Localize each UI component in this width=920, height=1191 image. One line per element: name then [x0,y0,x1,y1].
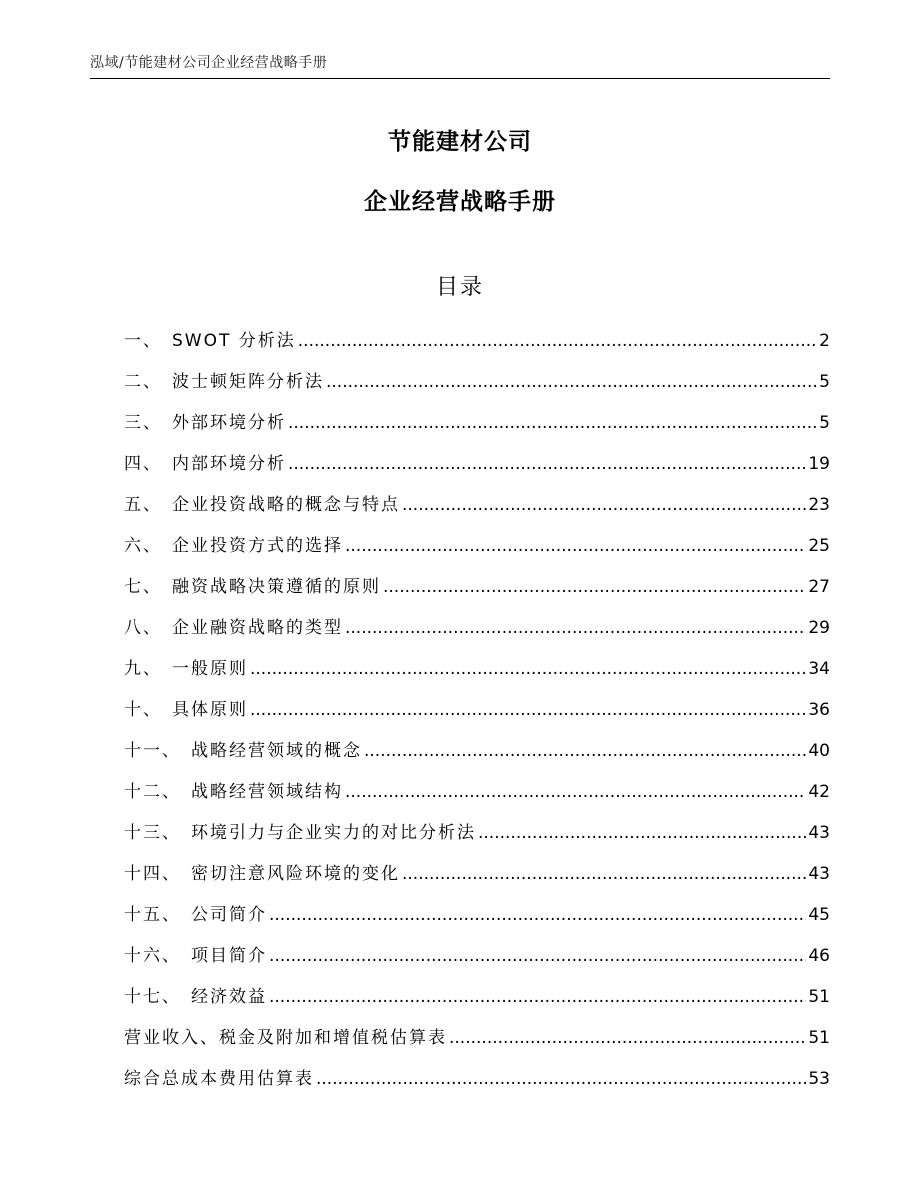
toc-dot-leader [449,1028,806,1048]
toc-dot-leader [345,782,806,802]
toc-dot-leader [269,987,806,1007]
toc-entry-page: 45 [808,905,830,925]
toc-heading: 目录 [435,275,484,300]
toc-entry[interactable] [124,859,830,900]
toc-entry-number: 二、 [124,372,162,392]
toc-entry-number: 十二、 [124,782,181,802]
toc-entry-label: 企业投资方式的选择 [172,536,343,556]
toc-entry-number: 三、 [124,413,162,433]
toc-entry-page: 27 [808,577,830,597]
toc-entry-page: 43 [808,864,830,884]
toc-entry[interactable] [124,941,830,982]
toc-entry-label: 项目简介 [191,946,267,966]
toc-dot-leader [250,659,806,679]
toc-entry-label: 企业投资战略的概念与特点 [172,495,400,515]
toc-entry-label: 营业收入、税金及附加和增值税估算表 [124,1028,447,1048]
toc-entry[interactable] [124,654,830,695]
toc-entry[interactable] [124,736,830,777]
toc-entry-number: 十一、 [124,741,181,761]
table-of-contents [124,326,830,1105]
toc-entry-label: 综合总成本费用估算表 [124,1069,314,1089]
toc-entry-page: 51 [808,1028,830,1048]
toc-dot-leader [345,618,806,638]
toc-entry-number: 十六、 [124,946,181,966]
toc-entry-number: 十五、 [124,905,181,925]
toc-entry-number: 十七、 [124,987,181,1007]
toc-dot-leader [364,741,806,761]
toc-entry-number: 十三、 [124,823,181,843]
toc-entry[interactable] [124,1023,830,1064]
toc-entry-number: 十四、 [124,864,181,884]
toc-entry-page: 42 [808,782,830,802]
toc-entry[interactable] [124,367,830,408]
toc-entry-page: 53 [808,1069,830,1089]
document-subtitle: 企业经营战略手册 [364,189,556,215]
toc-entry-label: 公司简介 [191,905,267,925]
toc-entry[interactable] [124,408,830,449]
toc-entry-number: 四、 [124,454,162,474]
toc-entry-label: 波士顿矩阵分析法 [172,372,324,392]
toc-entry-number: 八、 [124,618,162,638]
toc-entry-page: 19 [808,454,830,474]
toc-entry-number: 六、 [124,536,162,556]
toc-dot-leader [298,331,817,351]
toc-entry-label: 经济效益 [191,987,267,1007]
toc-dot-leader [269,905,806,925]
toc-entry-page: 2 [819,331,830,351]
toc-entry-number: 九、 [124,659,162,679]
toc-entry[interactable] [124,490,830,531]
toc-entry-number: 五、 [124,495,162,515]
toc-entry[interactable] [124,777,830,818]
toc-entry-label: 密切注意风险环境的变化 [191,864,400,884]
toc-dot-leader [383,577,806,597]
toc-entry-number: 一、 [124,331,162,351]
toc-entry[interactable] [124,531,830,572]
toc-dot-leader [288,413,817,433]
toc-entry-page: 46 [808,946,830,966]
toc-dot-leader [402,495,806,515]
toc-entry-label: SWOT 分析法 [172,331,296,351]
toc-dot-leader [269,946,806,966]
toc-entry[interactable] [124,982,830,1023]
toc-entry-page: 43 [808,823,830,843]
toc-dot-leader [326,372,817,392]
toc-entry[interactable] [124,818,830,859]
toc-entry-label: 内部环境分析 [172,454,286,474]
document-title: 节能建材公司 [388,129,532,155]
toc-dot-leader [250,700,806,720]
toc-entry-number: 七、 [124,577,162,597]
toc-entry-label: 一般原则 [172,659,248,679]
toc-entry-page: 29 [808,618,830,638]
toc-entry-label: 环境引力与企业实力的对比分析法 [191,823,476,843]
toc-entry[interactable] [124,900,830,941]
toc-entry-page: 34 [808,659,830,679]
toc-entry-page: 5 [819,413,830,433]
toc-entry-page: 51 [808,987,830,1007]
toc-entry-page: 25 [808,536,830,556]
toc-entry-number: 十、 [124,700,162,720]
toc-entry[interactable] [124,326,830,367]
toc-dot-leader [402,864,806,884]
toc-dot-leader [478,823,806,843]
toc-entry[interactable] [124,572,830,613]
toc-entry-label: 战略经营领域结构 [191,782,343,802]
toc-entry-page: 5 [819,372,830,392]
toc-entry-label: 战略经营领域的概念 [191,741,362,761]
toc-entry-label: 外部环境分析 [172,413,286,433]
running-header: 泓域/节能建材公司企业经营战略手册 [90,55,328,71]
toc-entry[interactable] [124,449,830,490]
toc-dot-leader [316,1069,806,1089]
toc-entry-label: 企业融资战略的类型 [172,618,343,638]
toc-entry-page: 23 [808,495,830,515]
toc-dot-leader [345,536,806,556]
toc-entry[interactable] [124,695,830,736]
toc-entry-page: 40 [808,741,830,761]
toc-entry-label: 融资战略决策遵循的原则 [172,577,381,597]
toc-entry[interactable] [124,613,830,654]
header-rule [90,78,830,79]
toc-entry-page: 36 [808,700,830,720]
toc-entry-label: 具体原则 [172,700,248,720]
toc-dot-leader [288,454,806,474]
toc-entry[interactable] [124,1064,830,1105]
